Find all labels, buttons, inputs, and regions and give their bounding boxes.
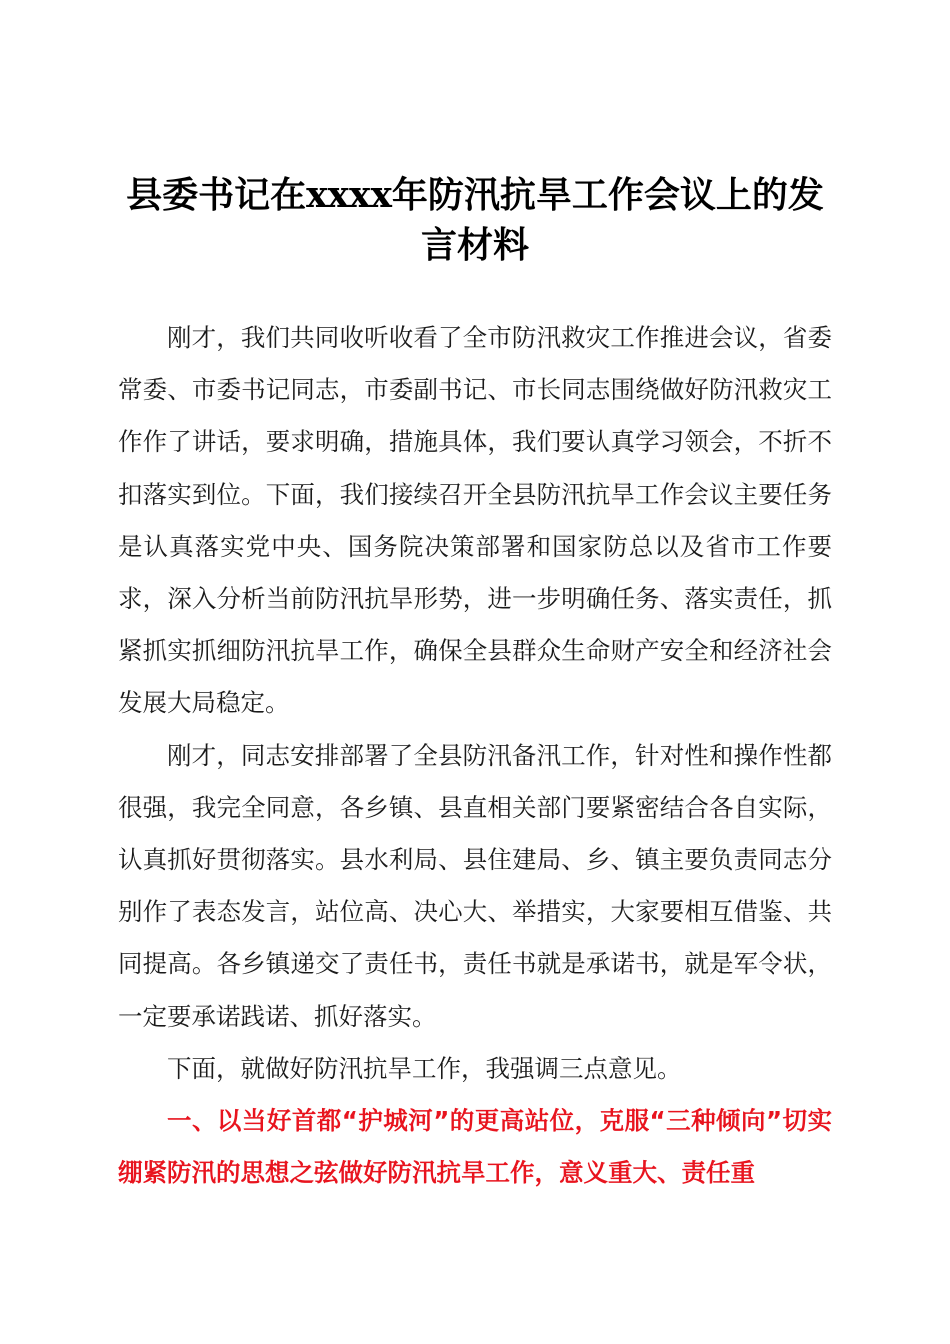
section-heading: 一、以当好首都“护城河”的更高站位，克服“三种倾向”切实绷紧防汛的思想之弦做好防汛抗旱工作，意义重大、责任重 [118,1106,832,1188]
paragraph-2: 刚才，同志安排部署了全县防汛备汛工作，针对性和操作性都很强，我完全同意，各乡镇、县直相关部门要紧密结合各自实际，认真抓好贯彻落实。县水利局、县住建局、乡、镇主要负责同志分别作了表态发言，站位高、决心大、举措实，大家要相互借鉴、共同提高。各乡镇递交了责任书，责任书就是承诺书，就是军令状，一定要承诺践诺、抓好落实。 [118,740,832,1031]
document-body [118,312,832,1199]
paragraph-3: 下面，就做好防汛抗旱工作，我强调三点意见。 [167,1053,682,1083]
paragraph-1: 刚才，我们共同收听收看了全市防汛救灾工作推进会议，省委常委、市委书记同志，市委副书记、市长同志围绕做好防汛救灾工作作了讲话，要求明确，措施具体，我们要认真学习领会，不折不扣落实到位。下面，我们接续召开全县防汛抗旱工作会议主要任务是认真落实党中央、国务院决策部署和国家防总以及省市工作要求，深入分析当前防汛抗旱形势，进一步明确任务、落实责任，抓紧抓实抓细防汛抗旱工作，确保全县群众生命财产安全和经济社会发展大局稳定。 [118,323,832,718]
document-title: 县委书记在xxxx年防汛抗旱工作会议上的发言材料 [126,174,824,266]
